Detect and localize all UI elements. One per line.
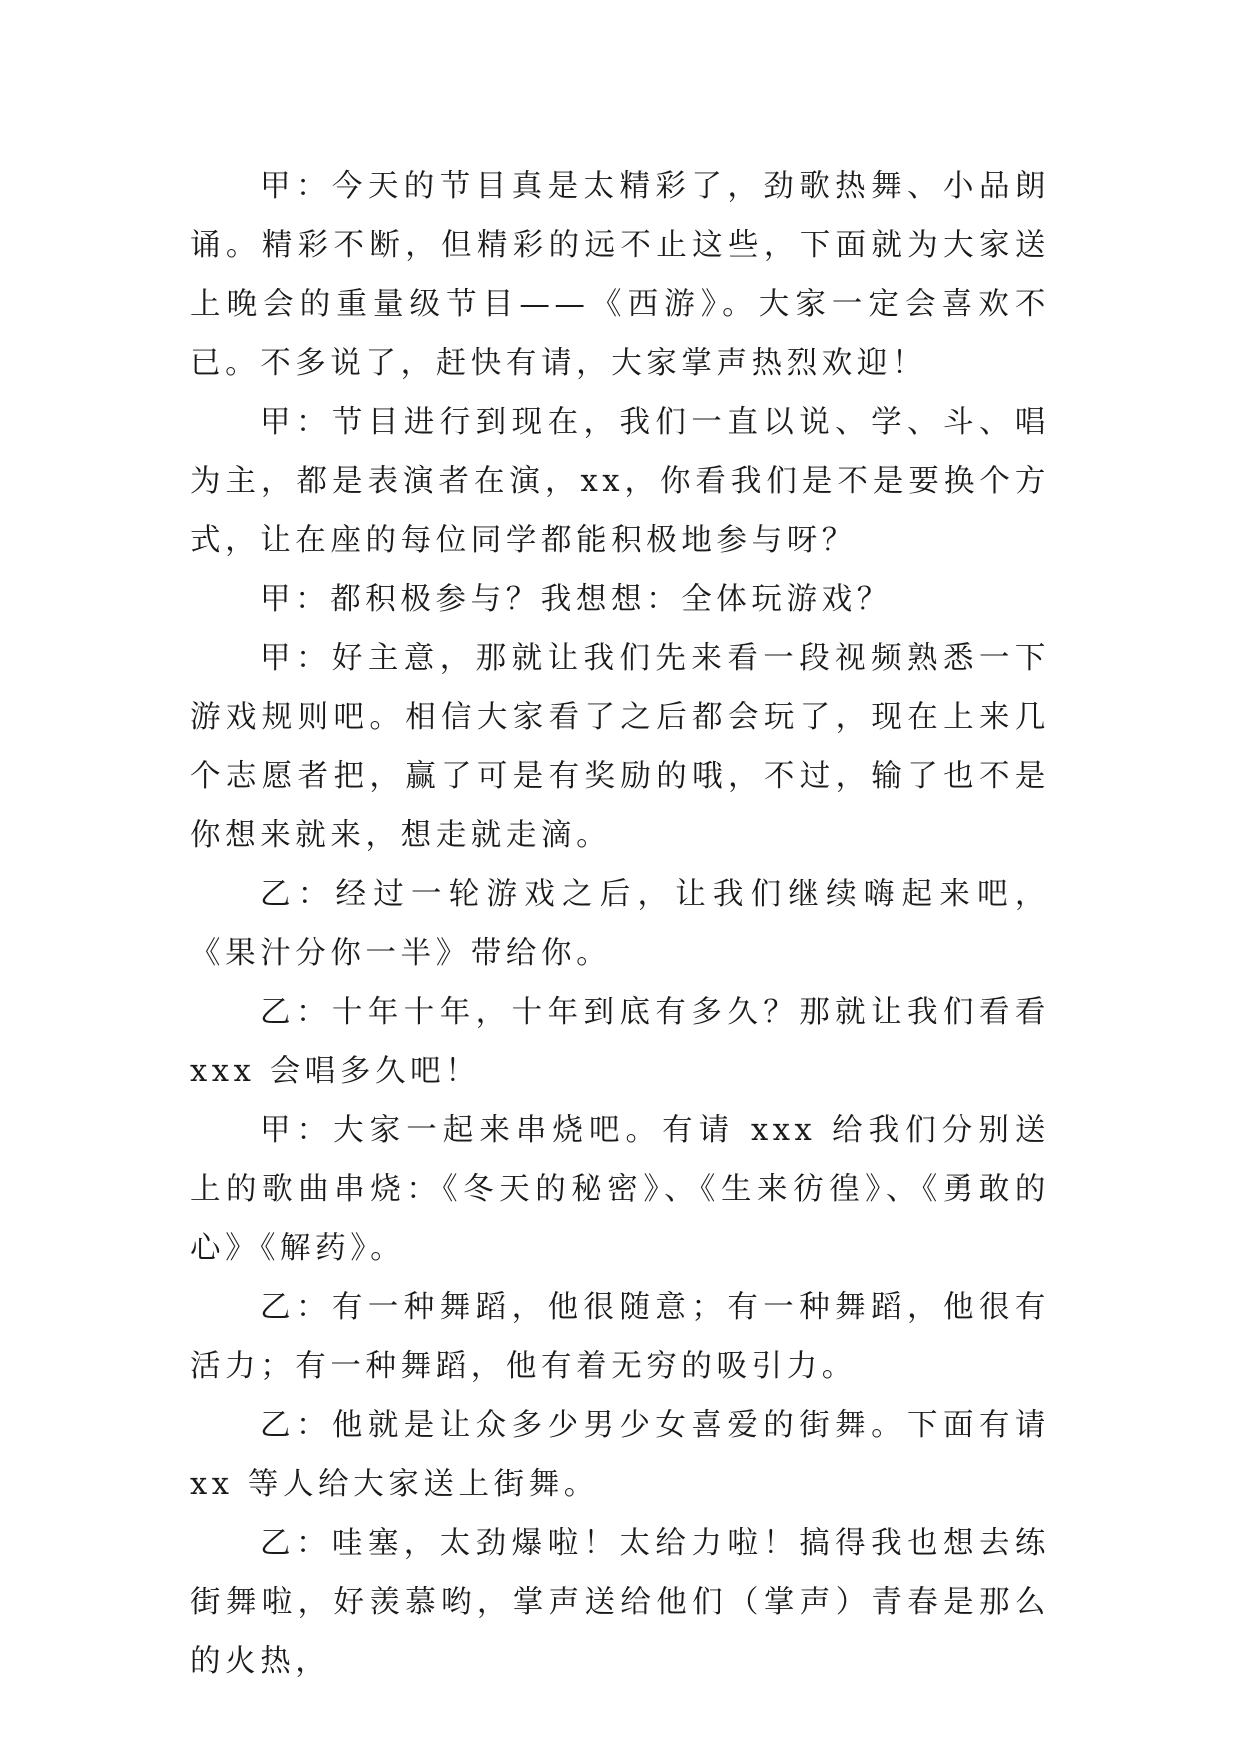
paragraph: 乙：十年十年，十年到底有多久？那就让我们看看 xxx 会唱多久吧！ [190, 995, 1050, 1089]
document-body [190, 157, 1050, 1691]
paragraph: 乙：他就是让众多少男少女喜爱的街舞。下面有请 xx 等人给大家送上街舞。 [190, 1408, 1050, 1502]
paragraph: 甲：节目进行到现在，我们一直以说、学、斗、唱为主，都是表演者在演，xx，你看我们是不是要换个方式，让在座的每位同学都能积极地参与呀？ [190, 405, 1050, 558]
paragraph: 甲：大家一起来串烧吧。有请 xxx 给我们分别送上的歌曲串烧：《冬天的秘密》、《生来彷徨》、《勇敢的心》《解药》。 [190, 1113, 1050, 1266]
paragraph: 甲：好主意，那就让我们先来看一段视频熟悉一下游戏规则吧。相信大家看了之后都会玩了，现在上来几个志愿者把，赢了可是有奖励的哦，不过，输了也不是你想来就来，想走就走滴。 [190, 641, 1050, 853]
paragraph: 甲：都积极参与？我想想：全体玩游戏？ [260, 582, 892, 617]
paragraph: 乙：哇塞，太劲爆啦！太给力啦！搞得我也想去练街舞啦，好羡慕哟，掌声送给他们（掌声）青春是那么的火热， [190, 1526, 1050, 1679]
paragraph: 乙：经过一轮游戏之后，让我们继续嗨起来吧，《果汁分你一半》带给你。 [190, 877, 1050, 971]
paragraph: 乙：有一种舞蹈，他很随意；有一种舞蹈，他很有活力；有一种舞蹈，他有着无穷的吸引力。 [190, 1290, 1050, 1384]
paragraph: 甲：今天的节目真是太精彩了，劲歌热舞、小品朗诵。精彩不断，但精彩的远不止这些，下面就为大家送上晚会的重量级节目——《西游》。大家一定会喜欢不已。不多说了，赶快有请，大家掌声热烈欢迎！ [190, 169, 1050, 381]
